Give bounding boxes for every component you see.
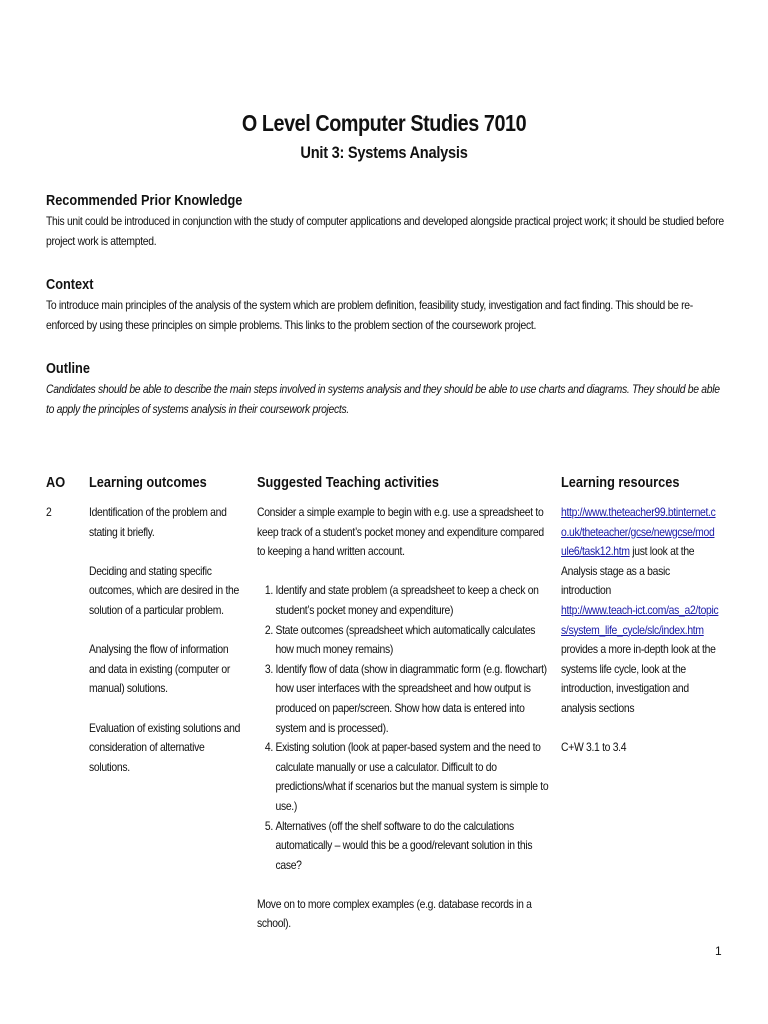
activity-item: 5. Alternatives (off the shelf software to do the calculations automatically – would this be a good/relevant solution in this case? [275,817,551,876]
prior-knowledge-section [46,192,726,251]
page-number: 1 [715,944,722,958]
document-subtitle: Unit 3: Systems Analysis [300,143,468,162]
context-heading: Context [46,277,94,293]
outcome-item: Analysing the flow of information and data in existing (computer or manual) solutions. [89,642,231,696]
outline-heading: Outline [46,361,90,377]
outline-text: Candidates should be able to describe the main steps involved in systems analysis and they should be able to use charts and diagrams. They should be able to apply the principles of systems analysis in their coursework projects. [46,382,720,416]
outcome-item: Identification of the problem and stating it briefly. [89,505,227,539]
resource-link-2[interactable]: http://www.teach-ict.com/as_a2/topics/system_life_cycle/slc/index.htm [561,602,719,637]
resource-1 [561,503,719,601]
ao-value: 2 [46,505,52,519]
teaching-activities-cell [257,503,552,934]
resource-link-1[interactable]: http://www.theteacher99.btinternet.co.uk/theteacher/gcse/newgcse/module6/task12.htm [561,505,716,559]
resource-2-text: provides a more in-depth look at the systems life cycle, look at the introduction, investigation and analysis sections [561,642,716,715]
outcome-item: Deciding and stating specific outcomes, which are desired in the solution of a particular problem. [89,563,239,617]
header-teaching-activities: Suggested Teaching activities [257,475,440,491]
resource-2 [561,601,719,719]
activity-item: 1. Identify and state problem (a spreadsheet to keep a check on student’s pocket money and expenditure) [275,581,551,620]
header-learning-outcomes: Learning outcomes [89,475,207,491]
outcome-item: Evaluation of existing solutions and consideration of alternative solutions. [89,720,241,774]
prior-knowledge-text: This unit could be introduced in conjunction with the study of computer applications and developed alongside practical project work; it should be studied before project work is attempted. [46,214,724,248]
activity-item: 2. State outcomes (spreadsheet which automatically calculates how much money remains) [275,621,551,660]
learning-resources-cell [561,503,719,758]
header-learning-resources: Learning resources [561,475,680,491]
activities-outro: Move on to more complex examples (e.g. database records in a school). [257,896,532,931]
learning-outcomes-cell [89,503,246,777]
prior-knowledge-heading: Recommended Prior Knowledge [46,193,243,209]
context-section [46,276,726,335]
activity-item: 3. Identify flow of data (show in diagrammatic form (e.g. flowchart) how user interfaces with the spreadsheet and how output is produced on paper/screen. Show how data is entered into system and is processed). [275,660,551,738]
resource-1-text: just look at the Analysis stage as a basic introduction [561,544,695,598]
activity-item: 4. Existing solution (look at paper-based system and the need to calculate manually or use a calculator. Difficult to do predictions/what if scenarios but the manual system is simple to use.) [275,738,551,816]
ao-cell [46,503,72,523]
context-text: To introduce main principles of the analysis of the system which are problem definition, feasibility study, investigation and fact finding. This should be re-enforced by using these principles on simple problems. This links to the problem section of the coursework project. [46,298,693,332]
activities-list [257,581,552,875]
header-ao: AO [46,475,66,491]
document-title: O Level Computer Studies 7010 [241,110,527,136]
outline-section [46,360,726,419]
resource-reference: C+W 3.1 to 3.4 [561,740,627,755]
activities-intro: Consider a simple example to begin with e.g. use a spreadsheet to keep track of a student’s pocket money and expenditure compared to keeping a hand written account. [257,505,544,559]
